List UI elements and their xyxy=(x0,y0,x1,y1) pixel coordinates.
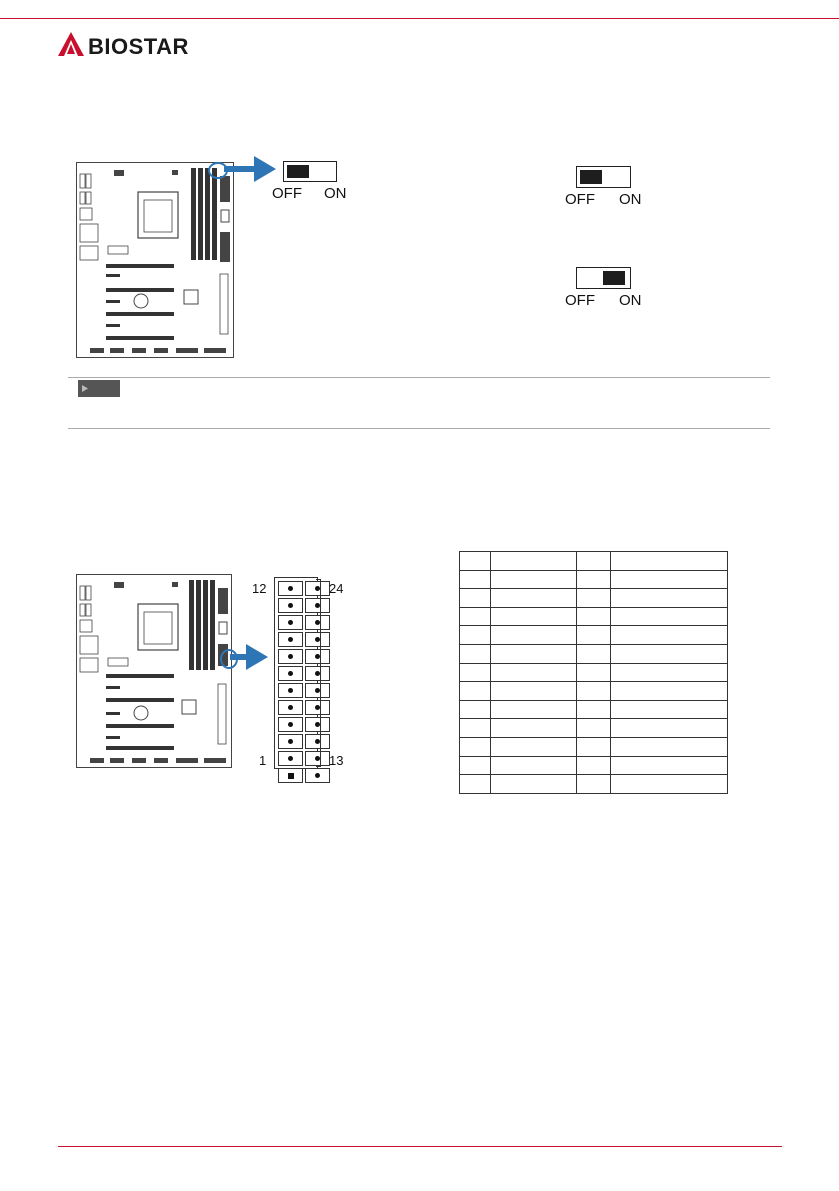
table-row xyxy=(460,644,728,663)
note-play-icon xyxy=(81,380,91,397)
pin xyxy=(278,717,303,732)
pin xyxy=(278,751,303,766)
switch-on-state xyxy=(576,267,631,289)
bottom-rule xyxy=(58,1146,782,1147)
switch-knob-left xyxy=(580,170,602,184)
brand-name: BIOSTAR xyxy=(88,34,189,59)
pin xyxy=(278,683,303,698)
note-tag xyxy=(78,380,120,397)
table-row xyxy=(460,775,728,794)
top-rule xyxy=(0,18,839,19)
note-top-rule xyxy=(68,377,770,378)
pin-label-13: 13 xyxy=(329,753,344,768)
switch-off-state xyxy=(576,166,631,188)
motherboard-diagram-1 xyxy=(76,162,234,358)
pin-assignment-table xyxy=(459,551,728,794)
motherboard-diagram-2 xyxy=(76,574,232,768)
table-row xyxy=(460,700,728,719)
pin xyxy=(305,768,330,783)
pin xyxy=(278,649,303,664)
pin-label-24: 24 xyxy=(329,581,344,596)
table-row xyxy=(460,756,728,775)
switch-on-state-off-label: OFF xyxy=(565,292,595,309)
switch-off-label: OFF xyxy=(272,185,302,202)
pin xyxy=(278,615,303,630)
table-row xyxy=(460,607,728,626)
arrow-right-icon xyxy=(230,644,268,670)
table-row xyxy=(460,570,728,589)
switch-off-state-on-label: ON xyxy=(619,191,642,208)
switch-on-label: ON xyxy=(324,185,347,202)
table-row xyxy=(460,719,728,738)
table-row xyxy=(460,682,728,701)
pin xyxy=(278,700,303,715)
pin-label-12: 12 xyxy=(252,581,267,596)
arrow-right-icon xyxy=(224,156,276,182)
switch-knob-right xyxy=(603,271,625,285)
table-row xyxy=(460,626,728,645)
pin xyxy=(278,581,303,596)
table-row xyxy=(460,737,728,756)
biostar-logo xyxy=(58,30,198,60)
pin-label-1: 1 xyxy=(259,753,267,768)
switch-on-state-on-label: ON xyxy=(619,292,642,309)
pin xyxy=(278,734,303,749)
pin xyxy=(278,598,303,613)
switch-off-state-off-label: OFF xyxy=(565,191,595,208)
table-row xyxy=(460,589,728,608)
connector-latch xyxy=(316,579,321,767)
pin xyxy=(278,666,303,681)
pin xyxy=(278,632,303,647)
note-bottom-rule xyxy=(68,428,770,429)
table-row xyxy=(460,663,728,682)
dip-switch-zoom xyxy=(283,161,337,182)
pin-column-left xyxy=(278,581,303,783)
table-row xyxy=(460,552,728,571)
biostar-logo-mark-icon xyxy=(58,32,88,62)
switch-knob xyxy=(287,165,309,178)
atx-connector-pins xyxy=(278,581,330,783)
pin-1-square xyxy=(278,768,303,783)
